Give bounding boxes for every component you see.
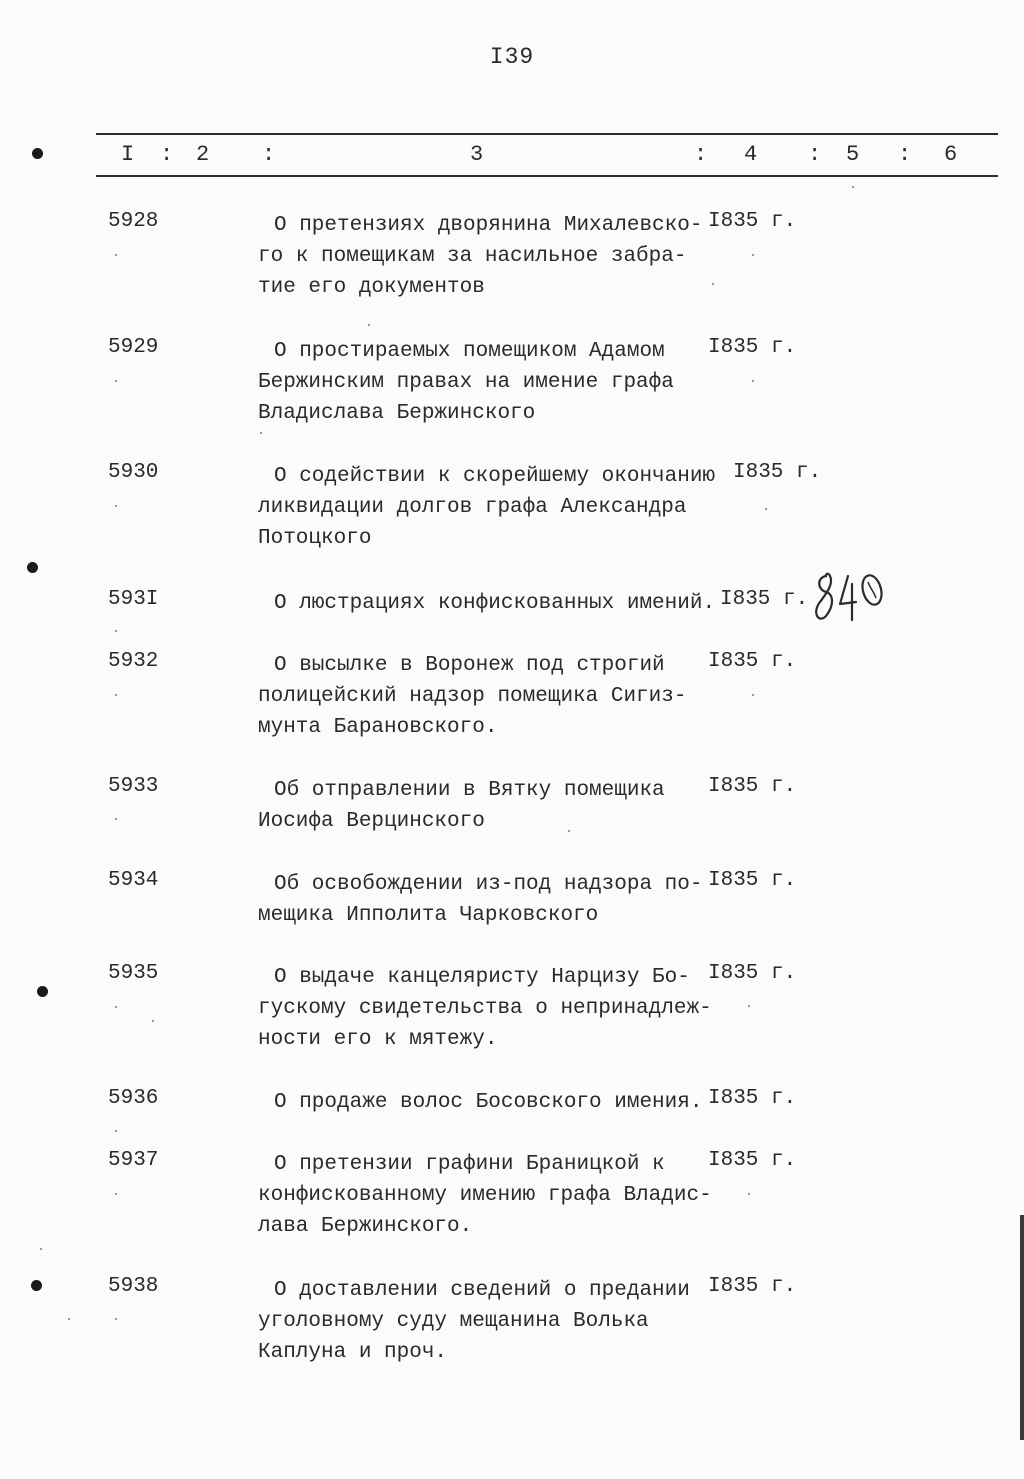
entry-description xyxy=(258,210,703,303)
scan-speck xyxy=(115,1006,117,1008)
column-separator: : xyxy=(898,142,912,167)
description-line: ности его к мятежу. xyxy=(258,1028,498,1051)
entry-year: I835 г. xyxy=(708,1149,797,1172)
entry-description xyxy=(258,1275,698,1368)
scan-speck xyxy=(40,1248,42,1250)
scan-speck xyxy=(752,694,754,696)
column-separator: : xyxy=(808,142,822,167)
column-separator: : xyxy=(262,142,276,167)
description-line: мещика Ипполита Чарковского xyxy=(258,904,599,927)
scan-speck xyxy=(765,508,767,510)
description-line: ликвидации долгов графа Александра xyxy=(258,496,687,519)
entry-description xyxy=(258,869,703,931)
description-line: Об освобождении из-под надзора по- xyxy=(274,873,703,896)
scan-speck xyxy=(115,380,117,382)
entry-description xyxy=(258,588,716,619)
column-separator: : xyxy=(160,142,174,167)
entry-number: 5937 xyxy=(108,1149,159,1172)
scan-speck xyxy=(712,283,714,285)
description-line: О претензиях дворянина Михалевско- xyxy=(274,214,703,237)
entry-year: I835 г. xyxy=(708,210,797,233)
description-line: тие его документов xyxy=(258,276,485,299)
scan-speck xyxy=(852,186,854,188)
digit-eight-stroke xyxy=(816,574,832,619)
description-line: го к помещикам за насильное забра- xyxy=(258,245,687,268)
description-line: О люстрациях конфискованных имений. xyxy=(274,592,716,615)
column-header-3: 3 xyxy=(470,142,484,167)
entry-year: I835 г. xyxy=(708,336,797,359)
description-line: О содействии к скорейшему окончанию xyxy=(274,465,716,488)
description-line: О выдаче канцеляристу Нарцизу Бо- xyxy=(274,966,690,989)
entry-year: I835 г. xyxy=(708,962,797,985)
scan-speck xyxy=(115,694,117,696)
page-number: I39 xyxy=(489,44,535,70)
entry-year: I835 г. xyxy=(708,775,797,798)
entry-number: 5929 xyxy=(108,336,159,359)
punch-hole xyxy=(27,562,38,573)
scan-speck xyxy=(68,1318,70,1320)
description-line: полицейский надзор помещика Сигиз- xyxy=(258,685,687,708)
description-line: О простираемых помещиком Адамом xyxy=(274,340,665,363)
entry-number: 5938 xyxy=(108,1275,159,1298)
entry-number: 5928 xyxy=(108,210,159,233)
description-line: Каплуна и проч. xyxy=(258,1341,448,1364)
punch-hole xyxy=(37,986,48,997)
scan-speck xyxy=(748,1193,750,1195)
scan-speck xyxy=(752,380,754,382)
description-line: Владислава Бержинского xyxy=(258,402,536,425)
scan-speck xyxy=(115,1193,117,1195)
scan-speck xyxy=(115,818,117,820)
entry-description xyxy=(258,1149,712,1242)
entry-number: 5932 xyxy=(108,650,159,673)
entry-year: I835 г. xyxy=(708,869,797,892)
column-header-2: 2 xyxy=(196,142,210,167)
page-edge-shadow xyxy=(1020,1215,1024,1440)
description-line: Иосифа Верцинского xyxy=(258,810,485,833)
column-header-6: 6 xyxy=(944,142,958,167)
scan-speck xyxy=(115,1318,117,1320)
digit-four-stroke xyxy=(840,576,856,620)
column-header-1: I xyxy=(121,142,135,167)
entry-description xyxy=(258,461,716,554)
description-line: уголовному суду мещанина Волька xyxy=(258,1310,649,1333)
description-line: лава Бержинского. xyxy=(258,1215,473,1238)
entry-number: 5935 xyxy=(108,962,159,985)
header-bottom-rule xyxy=(96,175,998,177)
scan-speck xyxy=(752,254,754,256)
description-line: гускому свидетельства о непринадлеж- xyxy=(258,997,712,1020)
scan-speck xyxy=(115,505,117,507)
punch-hole xyxy=(31,1280,42,1291)
scan-speck xyxy=(368,324,370,326)
description-line: Об отправлении в Вятку помещика xyxy=(274,779,665,802)
scan-speck xyxy=(568,830,570,832)
scan-speck xyxy=(115,1130,117,1132)
entry-description xyxy=(258,336,698,429)
entry-description xyxy=(258,650,698,743)
column-header-5: 5 xyxy=(846,142,860,167)
entry-number: 5933 xyxy=(108,775,159,798)
entry-description xyxy=(258,775,698,837)
scan-speck xyxy=(152,1020,154,1022)
entry-description xyxy=(258,962,712,1055)
scan-speck xyxy=(115,254,117,256)
description-line: Потоцкого xyxy=(258,527,372,550)
punch-hole xyxy=(32,148,43,159)
description-line: О высылке в Воронеж под строгий xyxy=(274,654,665,677)
description-line: О доставлении сведений о предании xyxy=(274,1279,690,1302)
scan-speck xyxy=(748,1005,750,1007)
entry-description xyxy=(258,1087,703,1118)
description-line: мунта Барановского. xyxy=(258,716,498,739)
column-separator: : xyxy=(694,142,708,167)
entry-year: I835 г. xyxy=(733,461,822,484)
description-line: О продаже волос Босовского имения. xyxy=(274,1091,703,1114)
entry-number: 593I xyxy=(108,588,159,611)
header-top-rule xyxy=(96,133,998,135)
scan-speck xyxy=(115,630,117,632)
description-line: Бержинским правах на имение графа xyxy=(258,371,674,394)
description-line: О претензии графини Браницкой к xyxy=(274,1153,665,1176)
entry-year: I835 г. xyxy=(720,588,809,611)
entry-year: I835 г. xyxy=(708,1087,797,1110)
entry-year: I835 г. xyxy=(708,650,797,673)
entry-year: I835 г. xyxy=(708,1275,797,1298)
entry-number: 5934 xyxy=(108,869,159,892)
handwritten-page-number xyxy=(812,570,884,626)
description-line: конфискованному имению графа Владис- xyxy=(258,1184,712,1207)
entry-number: 5930 xyxy=(108,461,159,484)
column-header-4: 4 xyxy=(744,142,758,167)
entry-number: 5936 xyxy=(108,1087,159,1110)
digit-zero-stroke xyxy=(868,582,876,598)
scan-speck xyxy=(260,432,262,434)
